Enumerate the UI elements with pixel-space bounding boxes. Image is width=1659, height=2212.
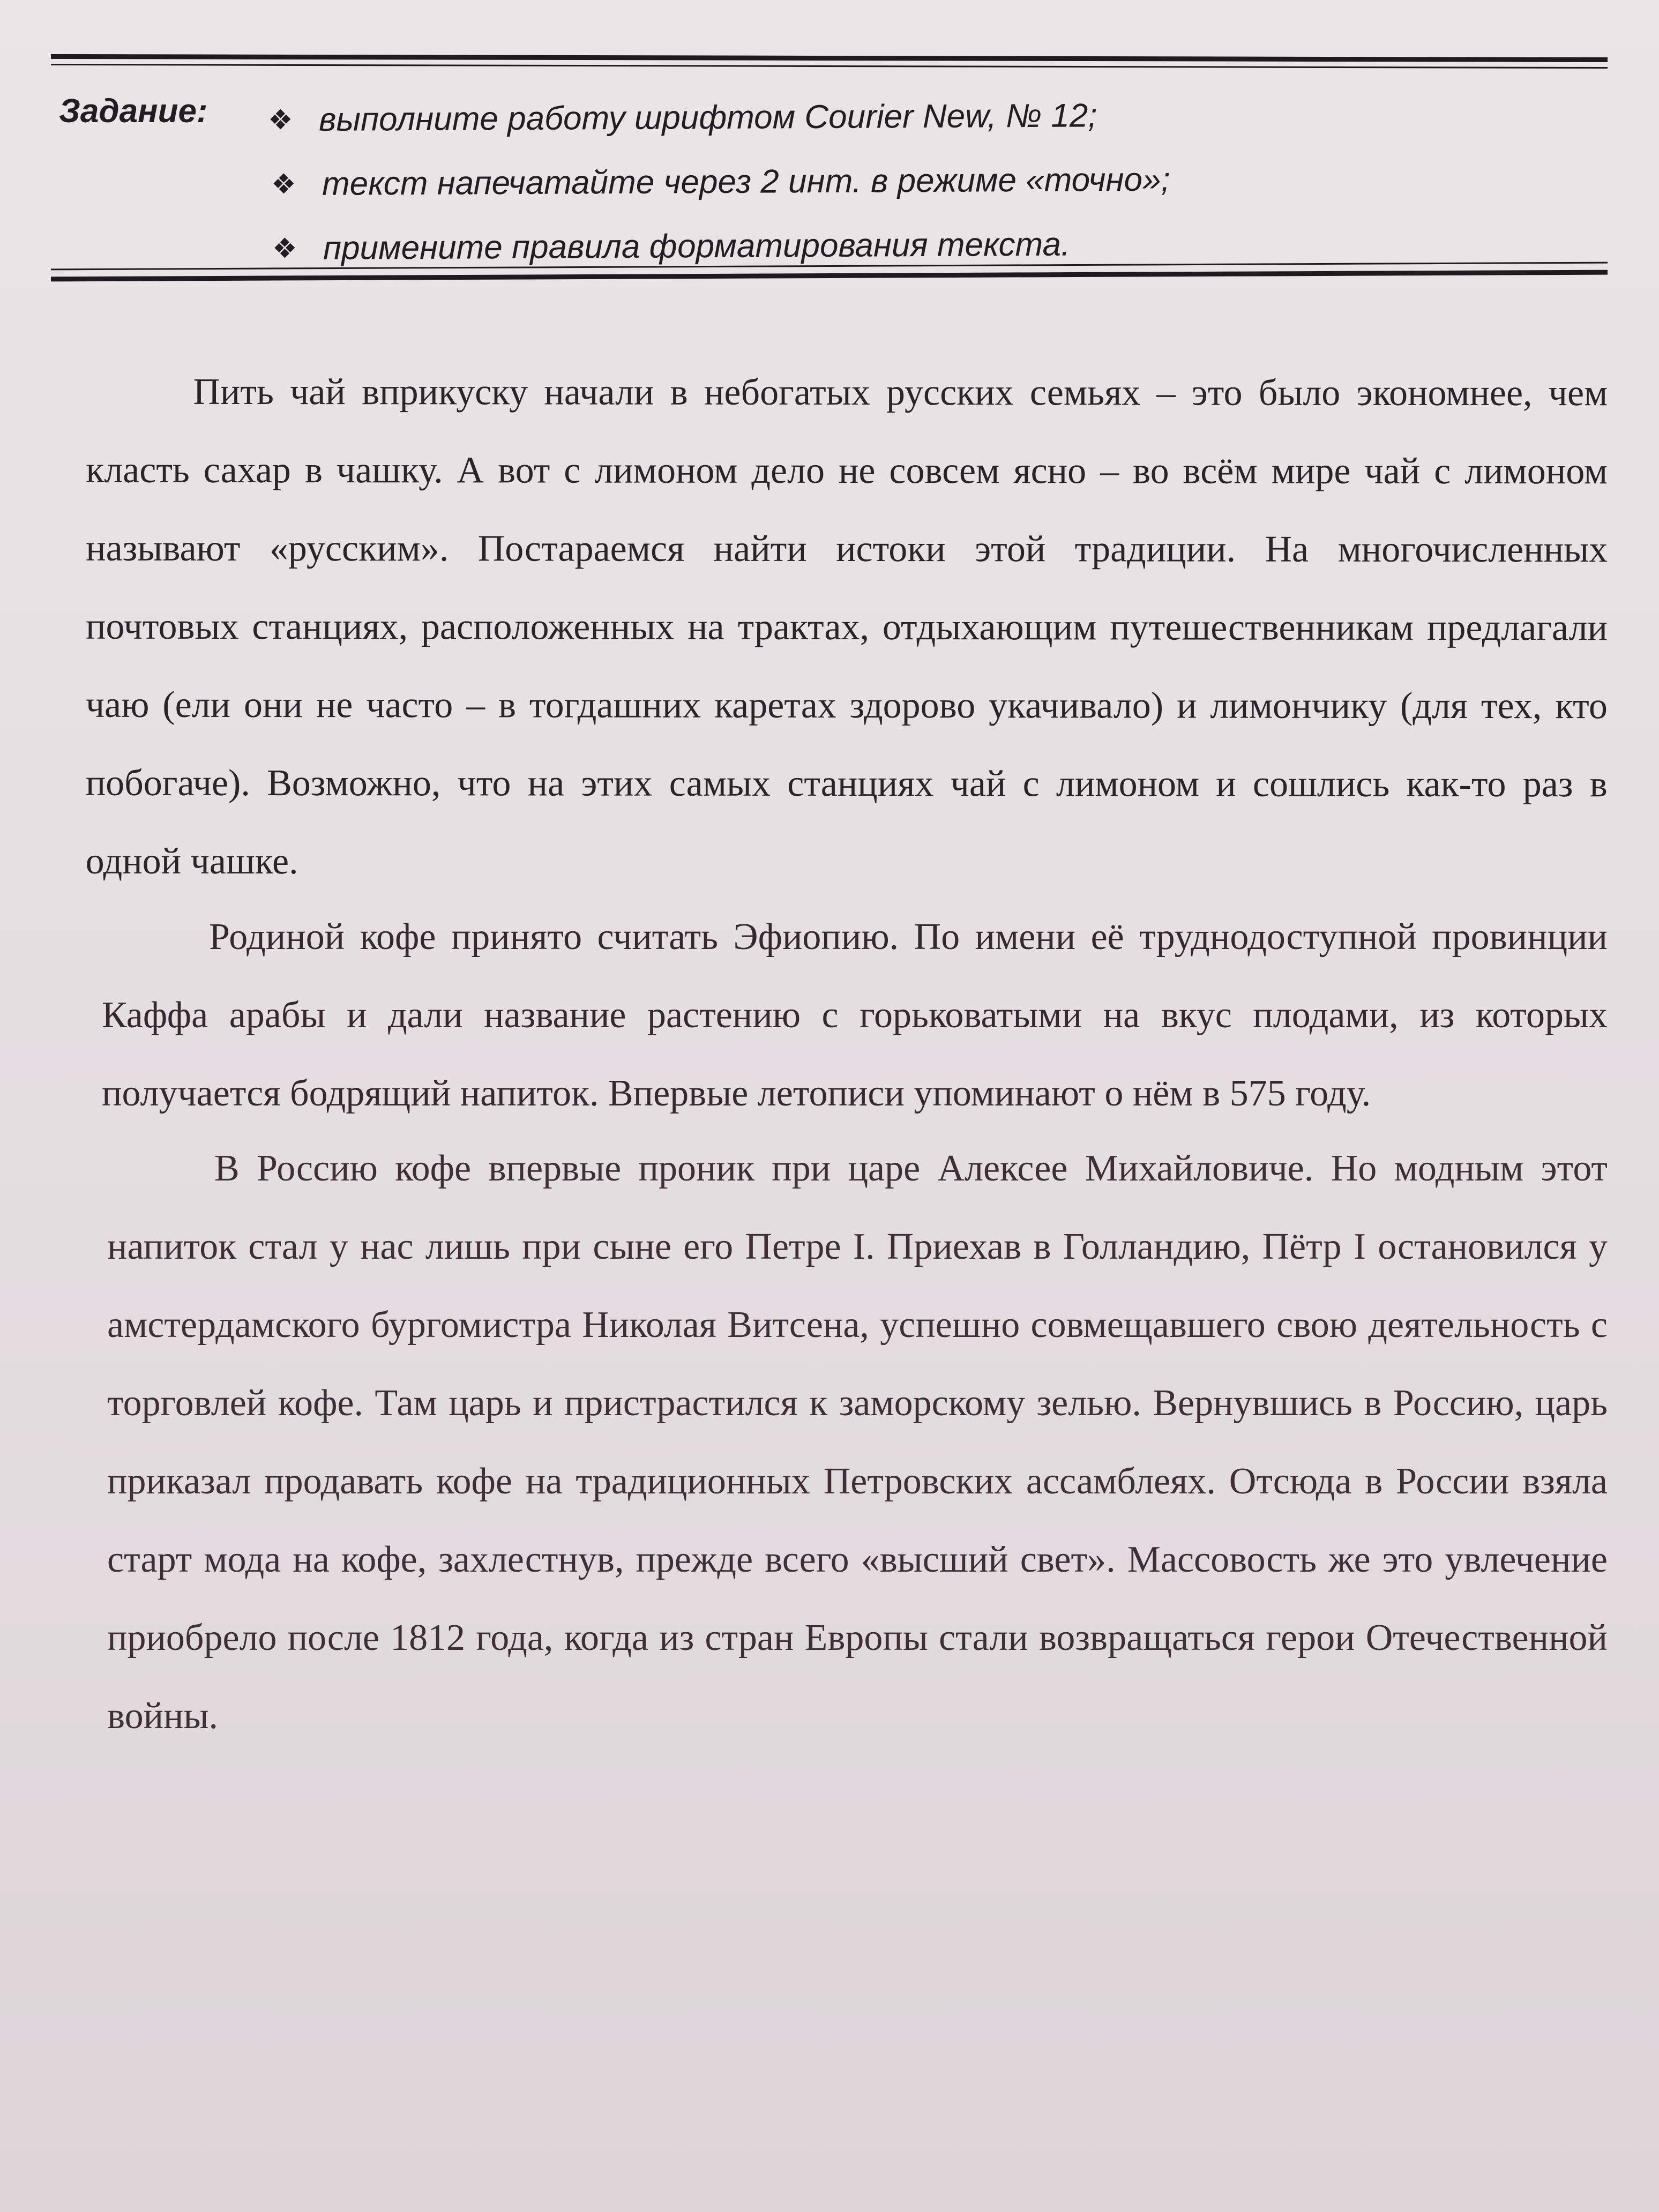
top-thin-rule (51, 64, 1608, 69)
paragraph-coffee-origin: Родиной кофе принято считать Эфиопию. По имени её труднодоступной провинции Каффа арабы и дали название растению с горьковатыми на вкус плодами, из которых получается бодрящий напиток. Впервые летописи упоминают о нём в 575 году. (102, 916, 1608, 1114)
task-list (268, 86, 1170, 279)
body-text (86, 354, 1608, 1755)
diamond-dots-bullet-icon: ❖ (271, 169, 296, 200)
task-item-text: текст напечатайте через 2 инт. в режиме «точно»; (322, 161, 1170, 203)
task-item (271, 148, 1170, 217)
paragraph-coffee-in-russia: В Россию кофе впервые проник при царе Алексее Михайловиче. Но модным этот напиток стал у нас лишь при сыне его Петре I. Приехав в Голландию, Пётр I остановился у амстердамского бургомистра Николая Витсена, успешно совмещавшего свою деятельность с торговлей кофе. Там царь и пристрастился к заморскому зелью. Вернувшись в Россию, царь приказал продавать кофе на традиционных Петровских ассамблеях. Отсюда в России взяла старт мода на кофе, захлестнув, прежде всего «высший свет». Массовость же это увлечение приобрело после 1812 года, когда из стран Европы стали возвращаться герои Отечественной войны. (107, 1148, 1608, 1737)
task-item-text: выполните работу шрифтом Courier New, № 12; (318, 97, 1097, 138)
task-item-text: примените правила форматирования текста. (323, 226, 1071, 267)
paragraph-tea-with-lemon: Пить чай вприкуску начали в небогатых русских семьях – это было экономнее, чем класть сахар в чашку. А вот с лимоном дело не совсем ясно – во всём мире чай с лимоном называют «русским». Постараемся найти истоки этой традиции. На многочисленных почтовых станциях, расположенных на трактах, отдыхающим путешественникам предлагали чаю (ели они не часто – в тогдашних каретах здорово укачивало) и лимончику (для тех, кто побогаче). Возможно, что на этих самых станциях чай с лимоном и сошлись как-то раз в одной чашке. (85, 371, 1608, 883)
task-item (272, 212, 1170, 281)
top-thick-rule (51, 54, 1608, 62)
task-label: Задание: (59, 93, 208, 130)
task-item (268, 84, 1170, 153)
diamond-dots-bullet-icon: ❖ (267, 104, 293, 136)
diamond-dots-bullet-icon: ❖ (272, 233, 297, 265)
